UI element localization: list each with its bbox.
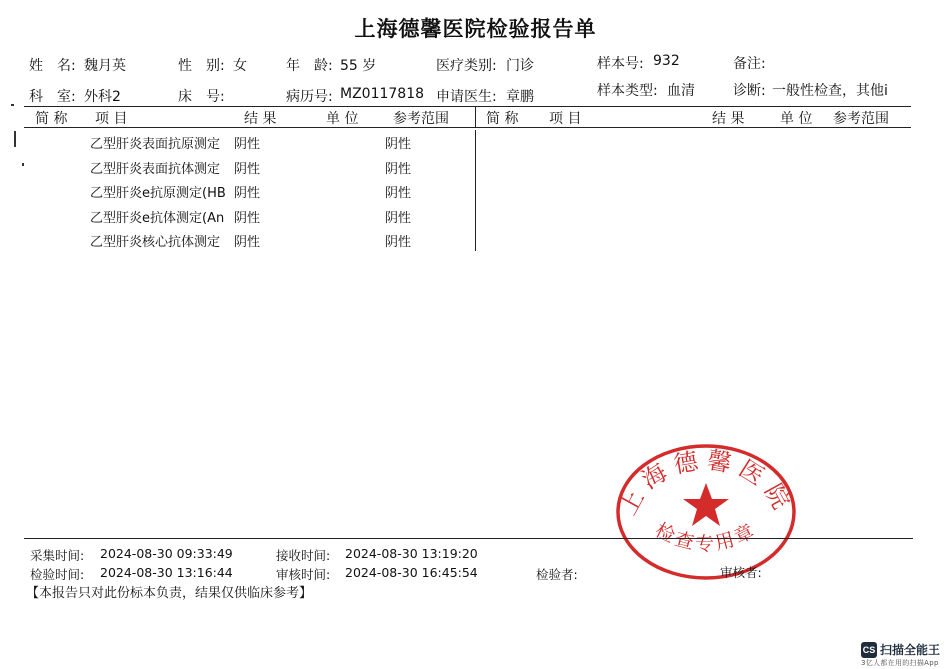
seal-star-icon [683,483,729,526]
header-abbr-left: 简 称 [35,111,68,127]
test-result: 阴性 [234,186,261,201]
test-item: 乙型肝炎表面抗体测定 [90,162,221,177]
medical-record-no: MZ0117818 [340,86,425,102]
doctor-label: 申请医生: [436,89,497,105]
scanner-logo-icon: CS [861,642,877,658]
header-result-right: 结 果 [712,111,745,127]
header-result-left: 结 果 [244,111,277,127]
scanner-watermark [861,639,940,658]
seal-bottom-text: 检查专用章 [651,519,761,555]
diagnosis-label: 诊断: [733,83,766,99]
header-ref-right: 参考范围 [833,111,889,127]
footer-rule [24,538,913,539]
medical-category: 门诊 [506,58,534,74]
dept-label: 科 室: [29,89,76,105]
body-divider [475,130,476,251]
header-ref-left: 参考范围 [393,111,449,127]
receive-time-label: 接收时间: [276,548,331,563]
age-label: 年 龄: [286,58,333,74]
test-result: 阴性 [234,211,261,226]
disclaimer: 【本报告只对此份标本负责，结果仅供临床参考】 [26,586,313,601]
department: 外科2 [84,89,121,105]
report-title: 上海德馨医院检验报告单 [354,17,597,41]
test-item: 乙型肝炎e抗原测定(HB [90,186,226,201]
scan-speck [11,104,14,106]
hospital-seal-stamp [612,441,800,583]
review-time: 2024-08-30 16:45:54 [345,565,478,580]
patient-age: 55 岁 [340,58,377,74]
scan-speck [22,163,24,166]
header-item-right: 项 目 [549,111,582,127]
tester-label: 检验者: [536,567,578,582]
remark-label: 备注: [733,56,766,72]
test-reference: 阴性 [385,235,412,250]
test-result: 阴性 [234,235,261,250]
sample-no: 932 [653,53,680,69]
test-time-label: 检验时间: [30,567,85,582]
reviewer-label: 审核者: [720,565,762,580]
collect-time: 2024-08-30 09:33:49 [100,546,233,561]
header-unit-right: 单 位 [780,111,813,127]
test-result: 阴性 [234,162,261,177]
test-item: 乙型肝炎核心抗体测定 [90,235,221,250]
scanner-tagline: 3亿人都在用的扫描App [861,659,939,667]
header-item-left: 项 目 [95,111,128,127]
seal-top-text: 上海德馨医院 [613,445,799,520]
bed-label: 床 号: [178,89,225,105]
header-bottom-rule [24,127,911,128]
sample-no-label: 样本号: [597,56,644,72]
test-item: 乙型肝炎e抗体测定(An [90,211,225,226]
category-label: 医疗类别: [436,58,497,74]
scan-speck [14,131,16,147]
requesting-doctor: 章鹏 [506,89,534,105]
sex-label: 性 别: [178,58,225,74]
test-reference: 阴性 [385,186,412,201]
test-reference: 阴性 [385,211,412,226]
header-unit-left: 单 位 [326,111,359,127]
collect-time-label: 采集时间: [30,548,85,563]
header-top-rule [24,106,911,107]
record-label: 病历号: [286,89,333,105]
header-abbr-right: 简 称 [486,111,519,127]
header-divider [475,107,476,127]
name-label: 姓 名: [29,58,76,74]
test-result: 阴性 [234,137,261,152]
test-time: 2024-08-30 13:16:44 [100,565,233,580]
sample-type-label: 样本类型: [597,83,658,99]
review-time-label: 审核时间: [276,567,331,582]
diagnosis: 一般性检查，其他i [772,83,888,99]
test-reference: 阴性 [385,162,412,177]
patient-sex: 女 [233,58,247,74]
test-item: 乙型肝炎表面抗原测定 [90,137,221,152]
scanner-app-name: 扫描全能王 [880,643,941,657]
patient-name: 魏月英 [84,58,126,74]
receive-time: 2024-08-30 13:19:20 [345,546,478,561]
test-reference: 阴性 [385,137,412,152]
sample-type: 血清 [667,83,695,99]
